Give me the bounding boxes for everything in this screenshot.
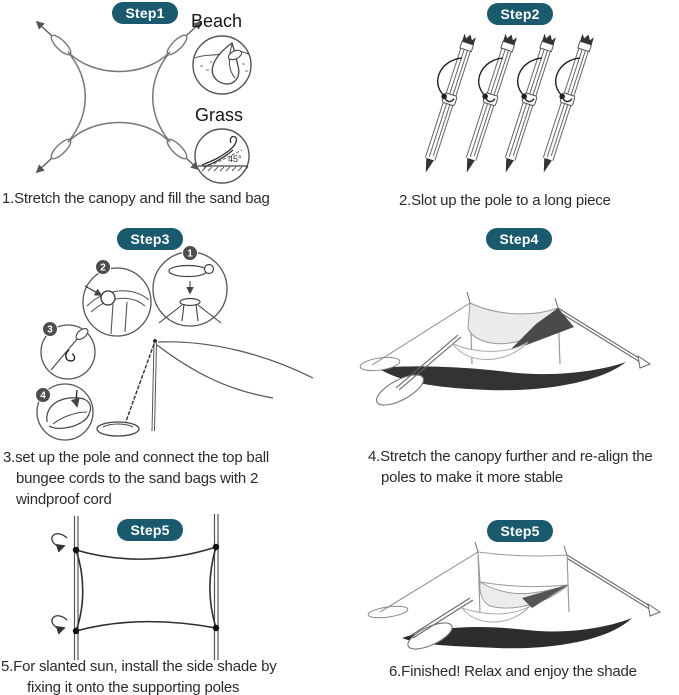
caption-line: 4.Stretch the canopy further and re-align the xyxy=(368,448,653,465)
corner-tie xyxy=(73,628,79,634)
pole-tips xyxy=(467,292,558,308)
step5-badge: Step5 xyxy=(117,519,183,541)
caption-line: 5.For slanted sun, install the side shade by xyxy=(1,658,277,675)
inset-number-3 xyxy=(43,322,58,337)
step6-caption xyxy=(389,661,637,682)
wrap-arrow-bottom xyxy=(52,616,67,629)
guy-pole-right xyxy=(565,555,653,610)
side-shade-installed xyxy=(478,552,568,587)
step1-badge: Step1 xyxy=(112,2,178,24)
side-shade-diagram xyxy=(48,512,243,664)
inset-number-2 xyxy=(96,260,111,275)
pole-tip-ball xyxy=(153,339,157,343)
pole-4 xyxy=(527,29,595,174)
inset-circle-2 xyxy=(83,268,151,336)
grass-stake-inset xyxy=(190,127,258,185)
svg-text:2: 2 xyxy=(100,262,106,274)
step3-caption xyxy=(3,447,269,510)
step4-caption xyxy=(368,446,653,488)
caption-line: bungee cords to the sand bags with 2 xyxy=(16,470,259,487)
canopy-fold-dark xyxy=(522,585,568,608)
upright-pole xyxy=(152,343,157,431)
stretch-arrow-top-left xyxy=(37,22,52,36)
pole-cap xyxy=(180,299,200,306)
guy-line-left xyxy=(372,303,470,365)
hook-arrow xyxy=(76,390,77,406)
caption-line: poles to make it more stable xyxy=(381,469,563,486)
wrap-arrow-top xyxy=(52,534,67,547)
ball-bungee xyxy=(101,291,115,305)
caption-line: 6.Finished! Relax and enjoy the shade xyxy=(389,663,637,680)
grommet-ring xyxy=(169,266,207,277)
support-pole-right xyxy=(215,514,219,660)
caption-line: 1.Stretch the canopy and fill the sand bag xyxy=(2,190,270,207)
stretch-arrow-bottom-left xyxy=(37,158,52,172)
guy-pole-right xyxy=(556,308,642,362)
side-shade-panel xyxy=(76,547,216,631)
canopy-front-roll xyxy=(462,606,530,622)
corner-tie xyxy=(73,547,79,553)
angle-label: 45° xyxy=(228,154,242,164)
right-anchor xyxy=(648,604,660,616)
step4-badge: Step4 xyxy=(486,228,552,250)
right-anchor xyxy=(638,356,650,368)
pole-3 xyxy=(489,29,557,174)
caption-line: fixing it onto the supporting poles xyxy=(27,679,240,695)
corner-tie xyxy=(213,544,219,550)
finished-tent-diagram xyxy=(362,538,674,660)
grass-label: Grass xyxy=(195,105,244,125)
step2-badge: Step2 xyxy=(487,3,553,25)
step5-caption xyxy=(1,656,277,695)
corner-tie xyxy=(213,625,219,631)
step3-badge: Step3 xyxy=(117,228,183,250)
beach-sandbag-inset xyxy=(190,34,256,98)
step5-finished-badge: Step5 xyxy=(487,520,553,542)
pole-assembly-diagram xyxy=(395,26,635,178)
canopy-tent-diagram xyxy=(358,272,676,412)
caption-line: windproof cord xyxy=(16,491,112,508)
caption-line: 2.Slot up the pole to a long piece xyxy=(399,192,611,209)
beach-label: Beach xyxy=(191,11,243,31)
canopy-edge-lower xyxy=(157,345,273,398)
canopy-body xyxy=(68,52,170,142)
inset-number-1 xyxy=(183,246,198,261)
canopy-edge-upper xyxy=(158,342,313,378)
pole-setup-diagram xyxy=(25,244,317,444)
caption-line: 3.set up the pole and connect the top ball xyxy=(3,449,269,466)
windproof-cord xyxy=(125,344,154,424)
step2-caption xyxy=(399,190,611,211)
pole-1 xyxy=(409,29,477,174)
inset-number-4 xyxy=(36,388,51,403)
support-pole-left xyxy=(75,516,79,660)
svg-text:4: 4 xyxy=(40,390,46,402)
svg-text:3: 3 xyxy=(47,324,53,336)
canopy-stretch-diagram xyxy=(30,18,210,180)
step1-caption xyxy=(2,188,270,209)
guy-line-left xyxy=(380,552,478,612)
svg-text:1: 1 xyxy=(187,248,193,260)
